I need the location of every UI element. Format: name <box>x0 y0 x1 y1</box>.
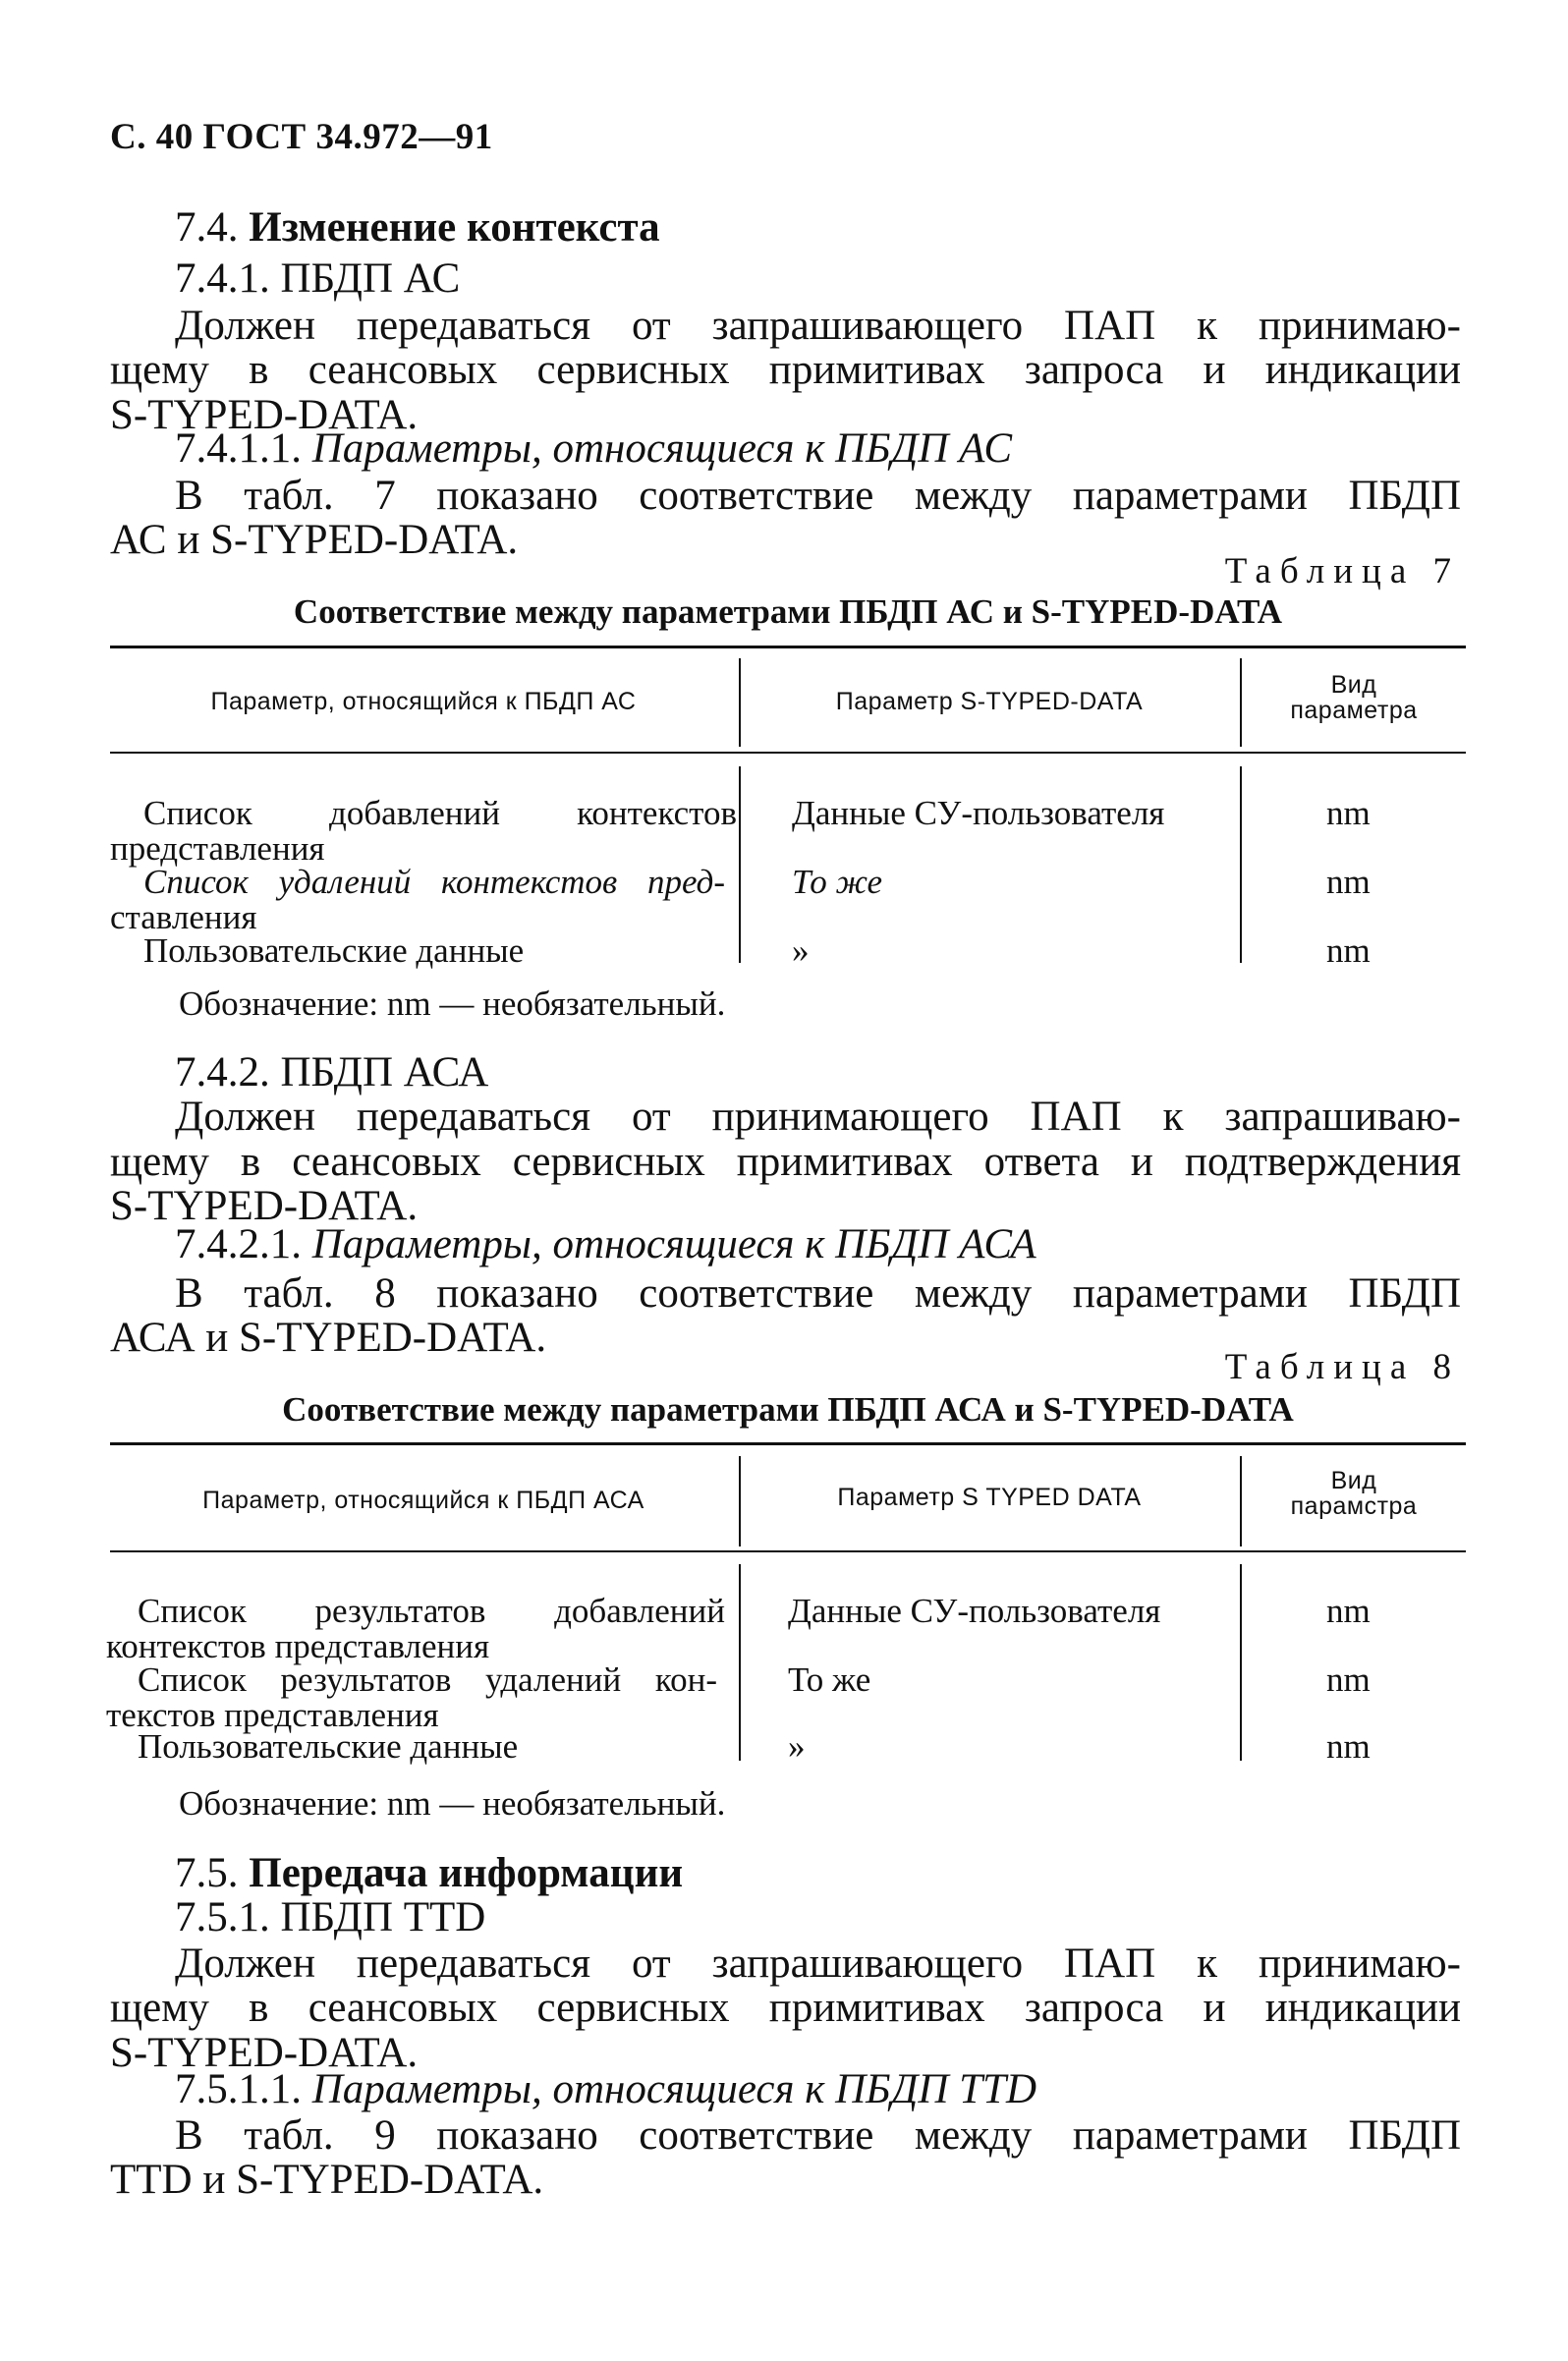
table-header-kind <box>1242 672 1466 723</box>
table-top-rule <box>110 1442 1466 1445</box>
column-divider <box>1240 766 1242 963</box>
paragraph-line: Должен передаваться от запрашивающего ПАП к принимаю- <box>175 303 1461 349</box>
column-divider <box>739 1456 741 1546</box>
params-title: Параметры, относящиеся к ПБДП АСА <box>311 1221 1036 1267</box>
table-top-rule <box>110 646 1466 648</box>
header-line: Вид <box>1330 1467 1377 1494</box>
column-divider <box>739 658 741 747</box>
table-cell: » <box>792 931 810 970</box>
params-heading-7-4-1-1 <box>175 422 1526 476</box>
table-cell: nm <box>1326 863 1371 901</box>
paragraph-line: TTD и S-TYPED-DATA. <box>110 2157 544 2203</box>
page-header: С. 40 ГОСТ 34.972—91 <box>110 117 493 157</box>
column-divider <box>739 1564 741 1761</box>
params-title: Параметры, относящиеся к ПБДП АС <box>311 425 1013 472</box>
params-heading-7-4-2-1 <box>175 1218 1526 1271</box>
table-header-sdata: Параметр S TYPED DATA <box>837 1484 1142 1511</box>
table-cell: nm <box>1326 1660 1371 1699</box>
table-label: Таблица 8 <box>1224 1347 1460 1387</box>
header-line: параметра <box>1290 697 1418 724</box>
section-number: 7.5. <box>175 1850 239 1896</box>
paragraph-line: S-TYPED-DATA. <box>110 2030 419 2076</box>
paragraph-line: Должен передаваться от запрашивающего ПАП к принимаю- <box>175 1940 1461 1987</box>
table-cell: Список результатов добавлений <box>138 1592 725 1630</box>
table-label: Таблица 7 <box>1224 551 1460 591</box>
table-header-rule <box>110 1550 1466 1552</box>
table-cell: Данные СУ-пользователя <box>788 1592 1161 1630</box>
section-heading-7-4 <box>175 201 1526 254</box>
paragraph-line: Должен передаваться от принимающего ПАП к запрашиваю- <box>175 1094 1461 1140</box>
paragraph-line: щему в сеансовых сервисных примитивах запроса и индикации <box>110 1985 1461 2031</box>
subsection-heading-7-5-1: 7.5.1. ПБДП TTD <box>175 1894 486 1940</box>
params-number: 7.5.1.1. <box>175 2066 302 2112</box>
table-cell: текстов представления <box>106 1696 439 1734</box>
paragraph-line: В табл. 7 показано соответствие между параметрами ПБДП <box>175 473 1461 519</box>
table-cell: nm <box>1326 794 1371 832</box>
table-header-param: Параметр, относящийся к ПБДП АС <box>210 688 637 715</box>
section-title: Передача информации <box>249 1850 684 1896</box>
table-cell: То же <box>788 1660 871 1699</box>
column-divider <box>1240 1456 1242 1546</box>
table-header-param: Параметр, относящийся к ПБДП АСА <box>202 1487 644 1514</box>
params-number: 7.4.1.1. <box>175 425 302 472</box>
table-header-sdata: Параметр S-TYPED-DATA <box>835 688 1144 715</box>
table-cell: » <box>788 1727 806 1766</box>
table-cell: nm <box>1326 1727 1371 1766</box>
table-title: Соответствие между параметрами ПБДП АСА и S-TYPED-DATA <box>282 1390 1294 1429</box>
table-title: Соответствие между параметрами ПБДП АС и S-TYPED-DATA <box>293 592 1283 631</box>
section-number: 7.4. <box>175 204 239 251</box>
subsection-heading-7-4-1: 7.4.1. ПБДП АС <box>175 255 461 302</box>
paragraph-line: В табл. 9 показано соответствие между параметрами ПБДП <box>175 2112 1461 2159</box>
table-header-kind <box>1242 1468 1466 1519</box>
table-cell: Данные СУ-пользователя <box>792 794 1165 832</box>
table-header-rule <box>110 752 1466 754</box>
table-note: Обозначение: nm — необязательный. <box>179 984 726 1023</box>
column-divider <box>1240 1564 1242 1761</box>
column-divider <box>1240 658 1242 747</box>
table-cell: контекстов представления <box>106 1627 490 1665</box>
params-number: 7.4.2.1. <box>175 1221 302 1267</box>
subsection-heading-7-4-2: 7.4.2. ПБДП АСА <box>175 1049 489 1096</box>
table-cell: Список добавлений контекстов <box>143 794 737 832</box>
paragraph-line: щему в сеансовых сервисных примитивах ответа и подтверждения <box>110 1139 1461 1185</box>
paragraph-line: АС и S-TYPED-DATA. <box>110 517 519 563</box>
params-title: Параметры, относящиеся к ПБДП TTD <box>311 2066 1037 2112</box>
section-title: Изменение контекста <box>249 204 660 251</box>
header-line: Вид <box>1330 671 1377 699</box>
table-note: Обозначение: nm — необязательный. <box>179 1784 726 1823</box>
table-cell: Список удалений контекстов пред- <box>143 863 725 901</box>
table-cell: nm <box>1326 931 1371 970</box>
table-cell: представления <box>110 829 325 868</box>
table-cell: Пользовательские данные <box>138 1727 519 1766</box>
paragraph-line: S-TYPED-DATA. <box>110 392 419 438</box>
paragraph-line: S-TYPED-DATA. <box>110 1183 419 1229</box>
column-divider <box>739 766 741 963</box>
paragraph-line: щему в сеансовых сервисных примитивах запроса и индикации <box>110 347 1461 393</box>
table-cell: nm <box>1326 1592 1371 1630</box>
table-cell: То же <box>792 863 883 901</box>
header-line: парамстра <box>1290 1492 1418 1520</box>
table-cell: ставления <box>110 898 257 936</box>
table-cell: Пользовательские данные <box>143 931 525 970</box>
paragraph-line: АСА и S-TYPED-DATA. <box>110 1315 547 1361</box>
table-cell: Список результатов удалений кон- <box>138 1660 717 1699</box>
params-heading-7-5-1-1 <box>175 2063 1526 2116</box>
paragraph-line: В табл. 8 показано соответствие между параметрами ПБДП <box>175 1270 1461 1317</box>
